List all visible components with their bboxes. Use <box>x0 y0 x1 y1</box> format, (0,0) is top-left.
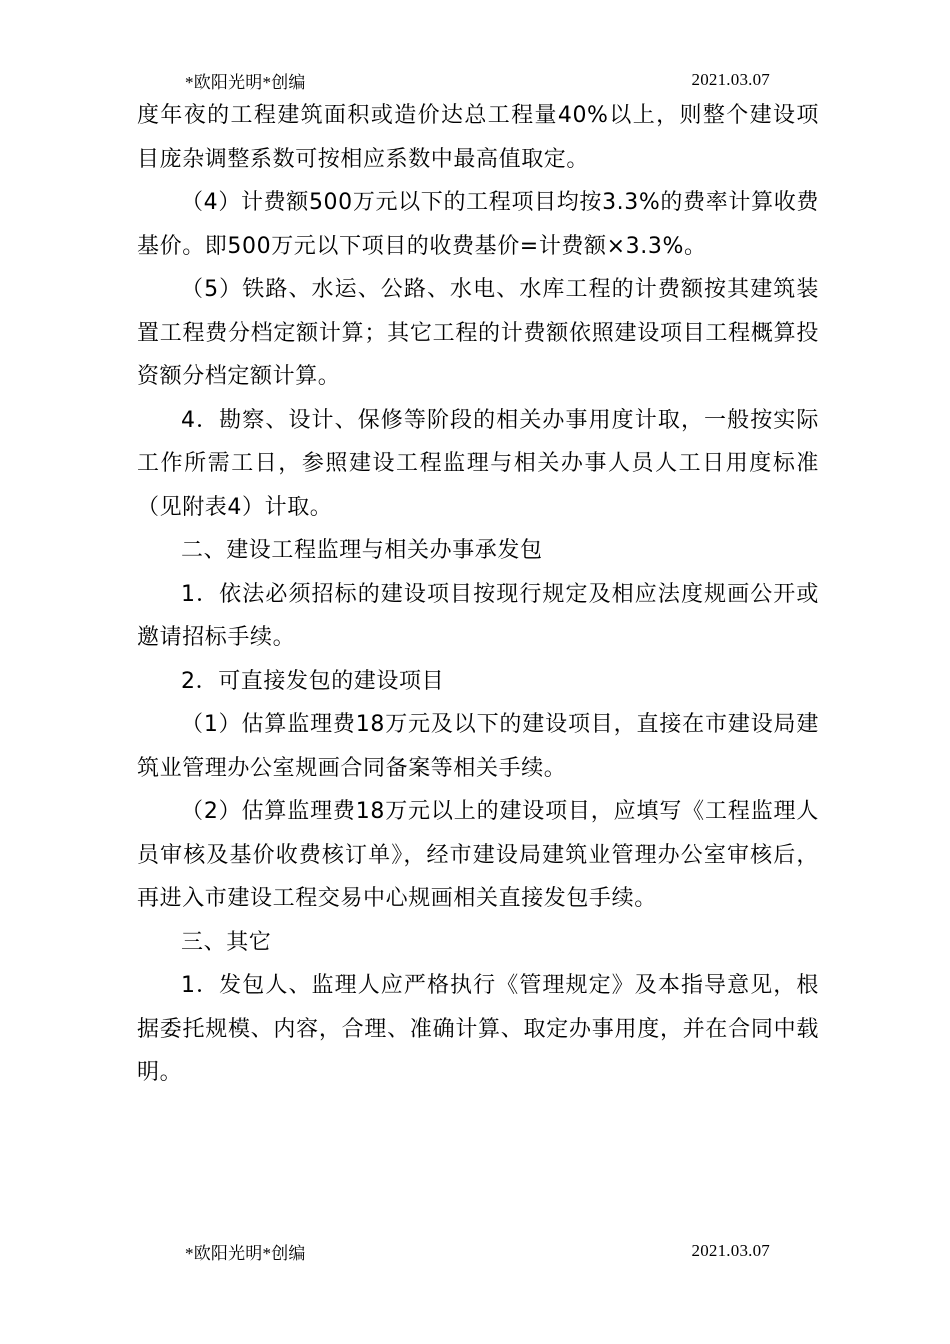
section-heading-2: 二、建设工程监理与相关办事承发包 <box>181 538 543 563</box>
page-footer <box>185 1239 770 1263</box>
paragraph-direct-award-1: （1）估算监理费18万元及以下的建设项目，直接在市建设局建筑业管理办公室规画合同备案等相关手续。 <box>137 712 819 781</box>
document-body <box>137 94 819 1095</box>
header-author: *欧阳光明*创编 <box>185 72 306 92</box>
paragraph-item-4: （4）计费额500万元以下的工程项目均按3.3%的费率计算收费基价。即500万元以下项目的收费基价=计费额×3.3%。 <box>137 190 819 259</box>
paragraph-direct-award: 2．可直接发包的建设项目 <box>181 668 445 694</box>
header-date: 2021.03.07 <box>691 70 770 89</box>
section-heading-3: 三、其它 <box>181 929 272 955</box>
footer-author: *欧阳光明*创编 <box>185 1243 306 1263</box>
paragraph-direct-award-2: （2）估算监理费18万元以上的建设项目，应填写《工程监理人员审核及基价收费核订单》，经市建设局建筑业管理办公室审核后，再进入市建设工程交易中心规画相关直接发包手续。 <box>137 799 819 911</box>
page-header <box>185 68 770 92</box>
paragraph-other-1: 1．发包人、监理人应严格执行《管理规定》及本指导意见，根据委托规模、内容，合理、准确计算、取定办事用度，并在合同中载明。 <box>137 973 819 1085</box>
paragraph-section-4: 4．勘察、设计、保修等阶段的相关办事用度计取，一般按实际工作所需工日，参照建设工程监理与相关办事人员人工日用度标准（见附表4）计取。 <box>137 407 819 520</box>
paragraph-continuation: 度年夜的工程建筑面积或造价达总工程量40%以上，则整个建设项目庞杂调整系数可按相应系数中最高值取定。 <box>137 103 819 172</box>
paragraph-tender: 1．依法必须招标的建设项目按现行规定及相应法度规画公开或邀请招标手续。 <box>137 581 819 650</box>
footer-date: 2021.03.07 <box>691 1241 770 1260</box>
paragraph-item-5: （5）铁路、水运、公路、水电、水库工程的计费额按其建筑装置工程费分档定额计算；其它工程的计费额依照建设项目工程概算投资额分档定额计算。 <box>137 277 819 389</box>
